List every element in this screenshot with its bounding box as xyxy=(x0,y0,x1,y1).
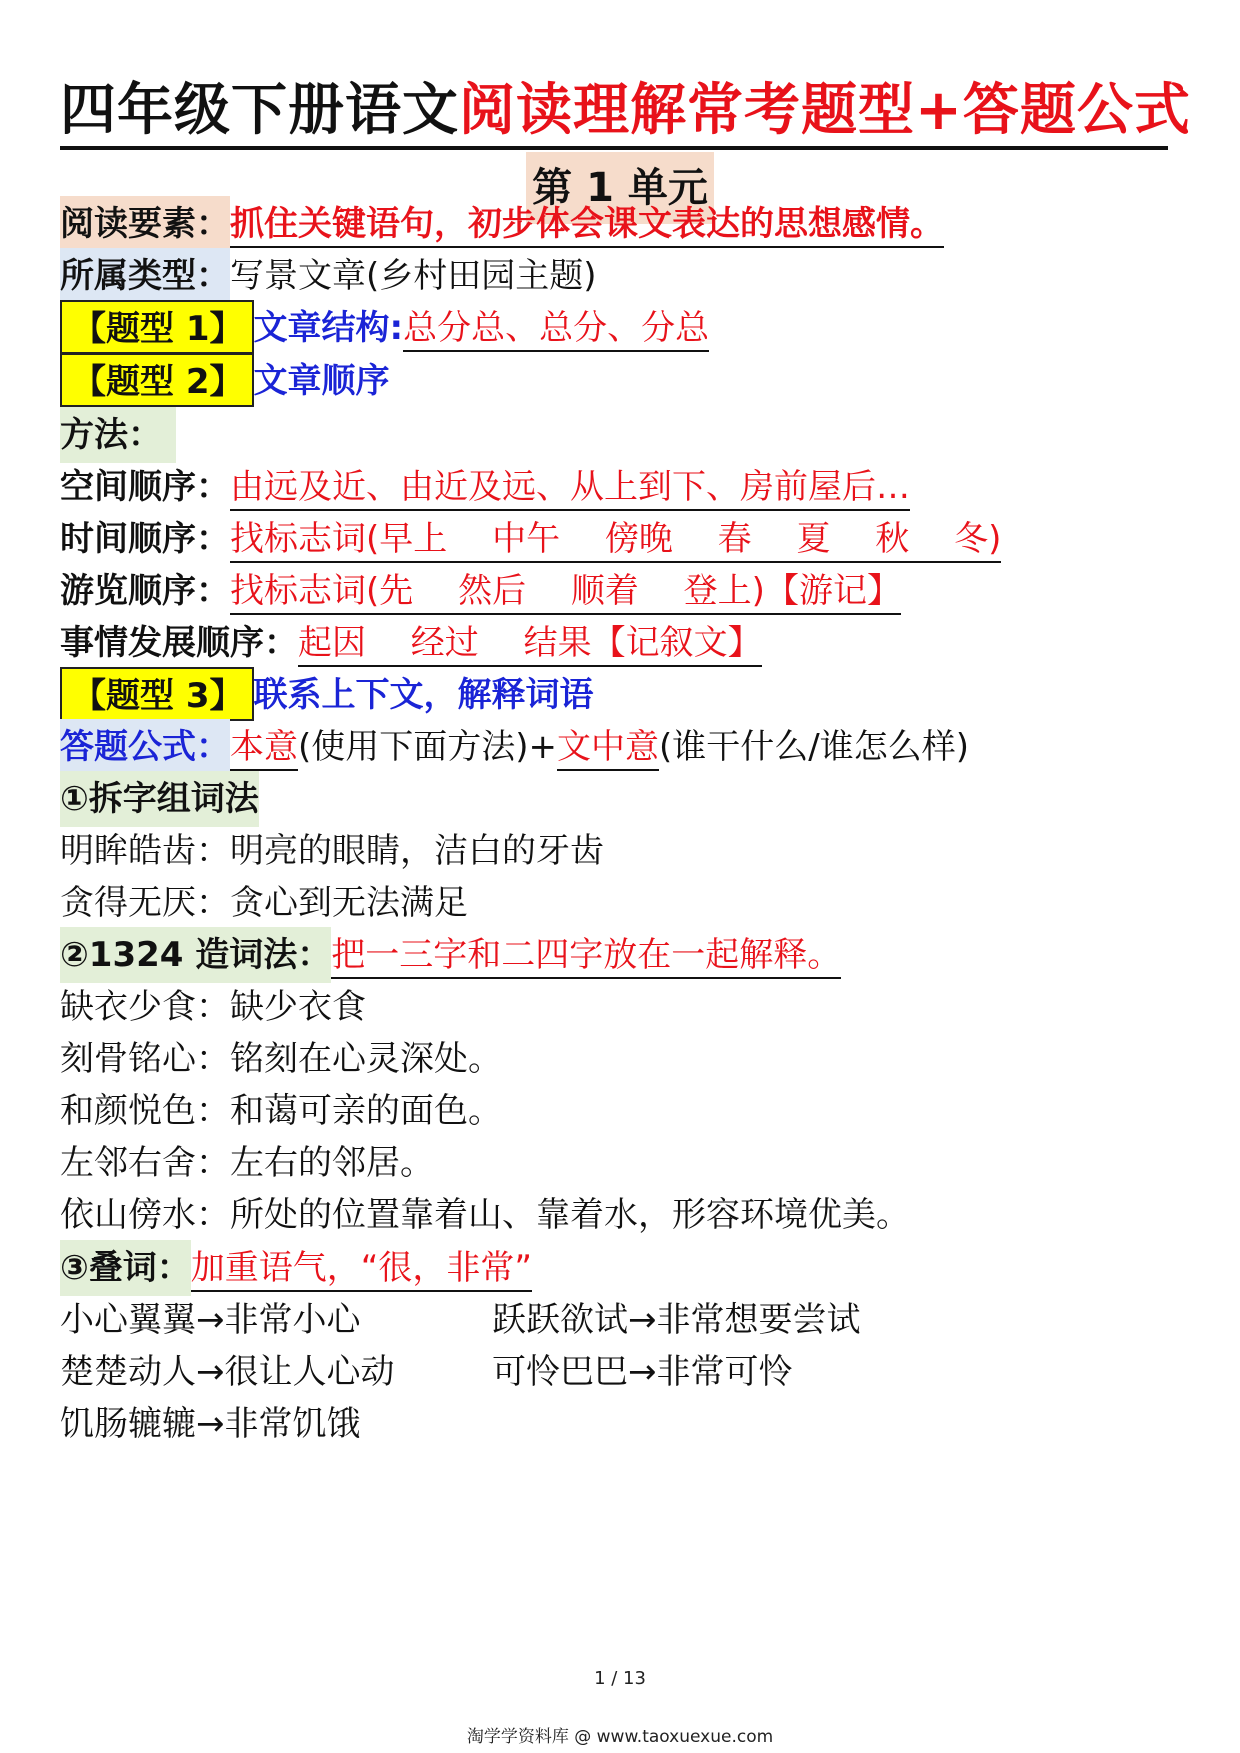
method2-label: ②1324 造词法： xyxy=(60,927,331,983)
method-row xyxy=(60,407,176,463)
method3-row xyxy=(60,1240,532,1296)
order-value: 找标志词(早上 中午 傍晚 春 夏 秋 冬) xyxy=(230,519,1001,563)
type2-badge: 【题型 2】 xyxy=(60,353,254,407)
reduplication-right: 可怜巴巴→非常可怜 xyxy=(492,1352,793,1392)
method2-row xyxy=(60,927,841,983)
type2-row xyxy=(60,353,390,409)
type3-badge: 【题型 3】 xyxy=(60,667,254,721)
title-part-red: 阅读理解常考题型+答题公式 xyxy=(459,78,1191,143)
unit-heading: 第 1 单元 xyxy=(526,152,714,224)
order-label: 空间顺序： xyxy=(60,467,230,507)
reduplication-left: 楚楚动人→很让人心动 xyxy=(60,1352,395,1392)
page-number: 1 / 13 xyxy=(594,1668,646,1689)
example-line: 刻骨铭心：铭刻在心灵深处。 xyxy=(60,1039,502,1079)
formula-row xyxy=(60,719,969,775)
formula-part-who: (谁干什么/谁怎么样) xyxy=(659,727,970,767)
reduplication-right: 跃跃欲试→非常想要尝试 xyxy=(492,1300,861,1340)
formula-part-method: (使用下面方法)+ xyxy=(298,727,558,767)
category-value: 写景文章(乡村田园主题) xyxy=(230,256,597,296)
reduplication-row xyxy=(60,1396,492,1452)
order-row xyxy=(60,459,910,515)
reading-element-row xyxy=(60,196,944,252)
reading-element-value: 抓住关键语句，初步体会课文表达的思想感情。 xyxy=(230,204,944,248)
reduplication-left: 饥肠辘辘→非常饥饿 xyxy=(60,1404,361,1444)
title-underline xyxy=(60,146,1168,150)
method3-label: ③叠词： xyxy=(60,1240,191,1296)
category-row xyxy=(60,248,597,304)
reading-element-label: 阅读要素： xyxy=(60,196,230,252)
page-title xyxy=(60,78,1191,144)
order-value: 由远及近、由近及远、从上到下、房前屋后… xyxy=(230,467,910,511)
formula-part-original: 本意 xyxy=(230,727,298,771)
example-line: 和颜悦色：和蔼可亲的面色。 xyxy=(60,1091,502,1131)
type1-badge: 【题型 1】 xyxy=(60,300,254,354)
formula-part-context: 文中意 xyxy=(557,727,659,771)
order-label: 游览顺序： xyxy=(60,571,230,611)
method2-value: 把一三字和二四字放在一起解释。 xyxy=(331,935,841,979)
method1-label: ①拆字组词法 xyxy=(60,771,259,827)
order-row xyxy=(60,563,901,619)
method3-value: 加重语气，“很，非常” xyxy=(191,1248,532,1292)
reduplication-row xyxy=(60,1344,793,1400)
order-label: 事情发展顺序： xyxy=(60,623,298,663)
type1-name: 文章结构: xyxy=(253,308,404,348)
method1-row xyxy=(60,771,259,827)
type2-name: 文章顺序 xyxy=(253,361,390,401)
reduplication-row xyxy=(60,1292,861,1348)
order-value: 找标志词(先 然后 顺着 登上)【游记】 xyxy=(230,571,901,615)
category-label: 所属类型： xyxy=(60,248,230,304)
example-line: 依山傍水：所处的位置靠着山、靠着水，形容环境优美。 xyxy=(60,1195,910,1235)
title-part-black: 四年级下册语文 xyxy=(60,78,459,143)
example-line: 明眸皓齿：明亮的眼睛，洁白的牙齿 xyxy=(60,831,604,871)
order-row xyxy=(60,511,1001,567)
order-value: 起因 经过 结果【记叙文】 xyxy=(298,623,762,667)
site-watermark: 淘学学资料库 @ www.taoxuexue.com xyxy=(466,1727,774,1747)
type1-row xyxy=(60,300,709,356)
order-row xyxy=(60,615,762,671)
type1-value: 总分总、总分、分总 xyxy=(403,308,709,352)
formula-label: 答题公式： xyxy=(60,719,230,775)
method-label: 方法： xyxy=(60,407,176,463)
example-line: 贪得无厌：贪心到无法满足 xyxy=(60,883,468,923)
type3-row xyxy=(60,667,594,723)
type3-name: 联系上下文，解释词语 xyxy=(253,675,594,715)
example-line: 缺衣少食：缺少衣食 xyxy=(60,987,366,1027)
order-label: 时间顺序： xyxy=(60,519,230,559)
example-line: 左邻右舍：左右的邻居。 xyxy=(60,1143,434,1183)
reduplication-left: 小心翼翼→非常小心 xyxy=(60,1300,361,1340)
